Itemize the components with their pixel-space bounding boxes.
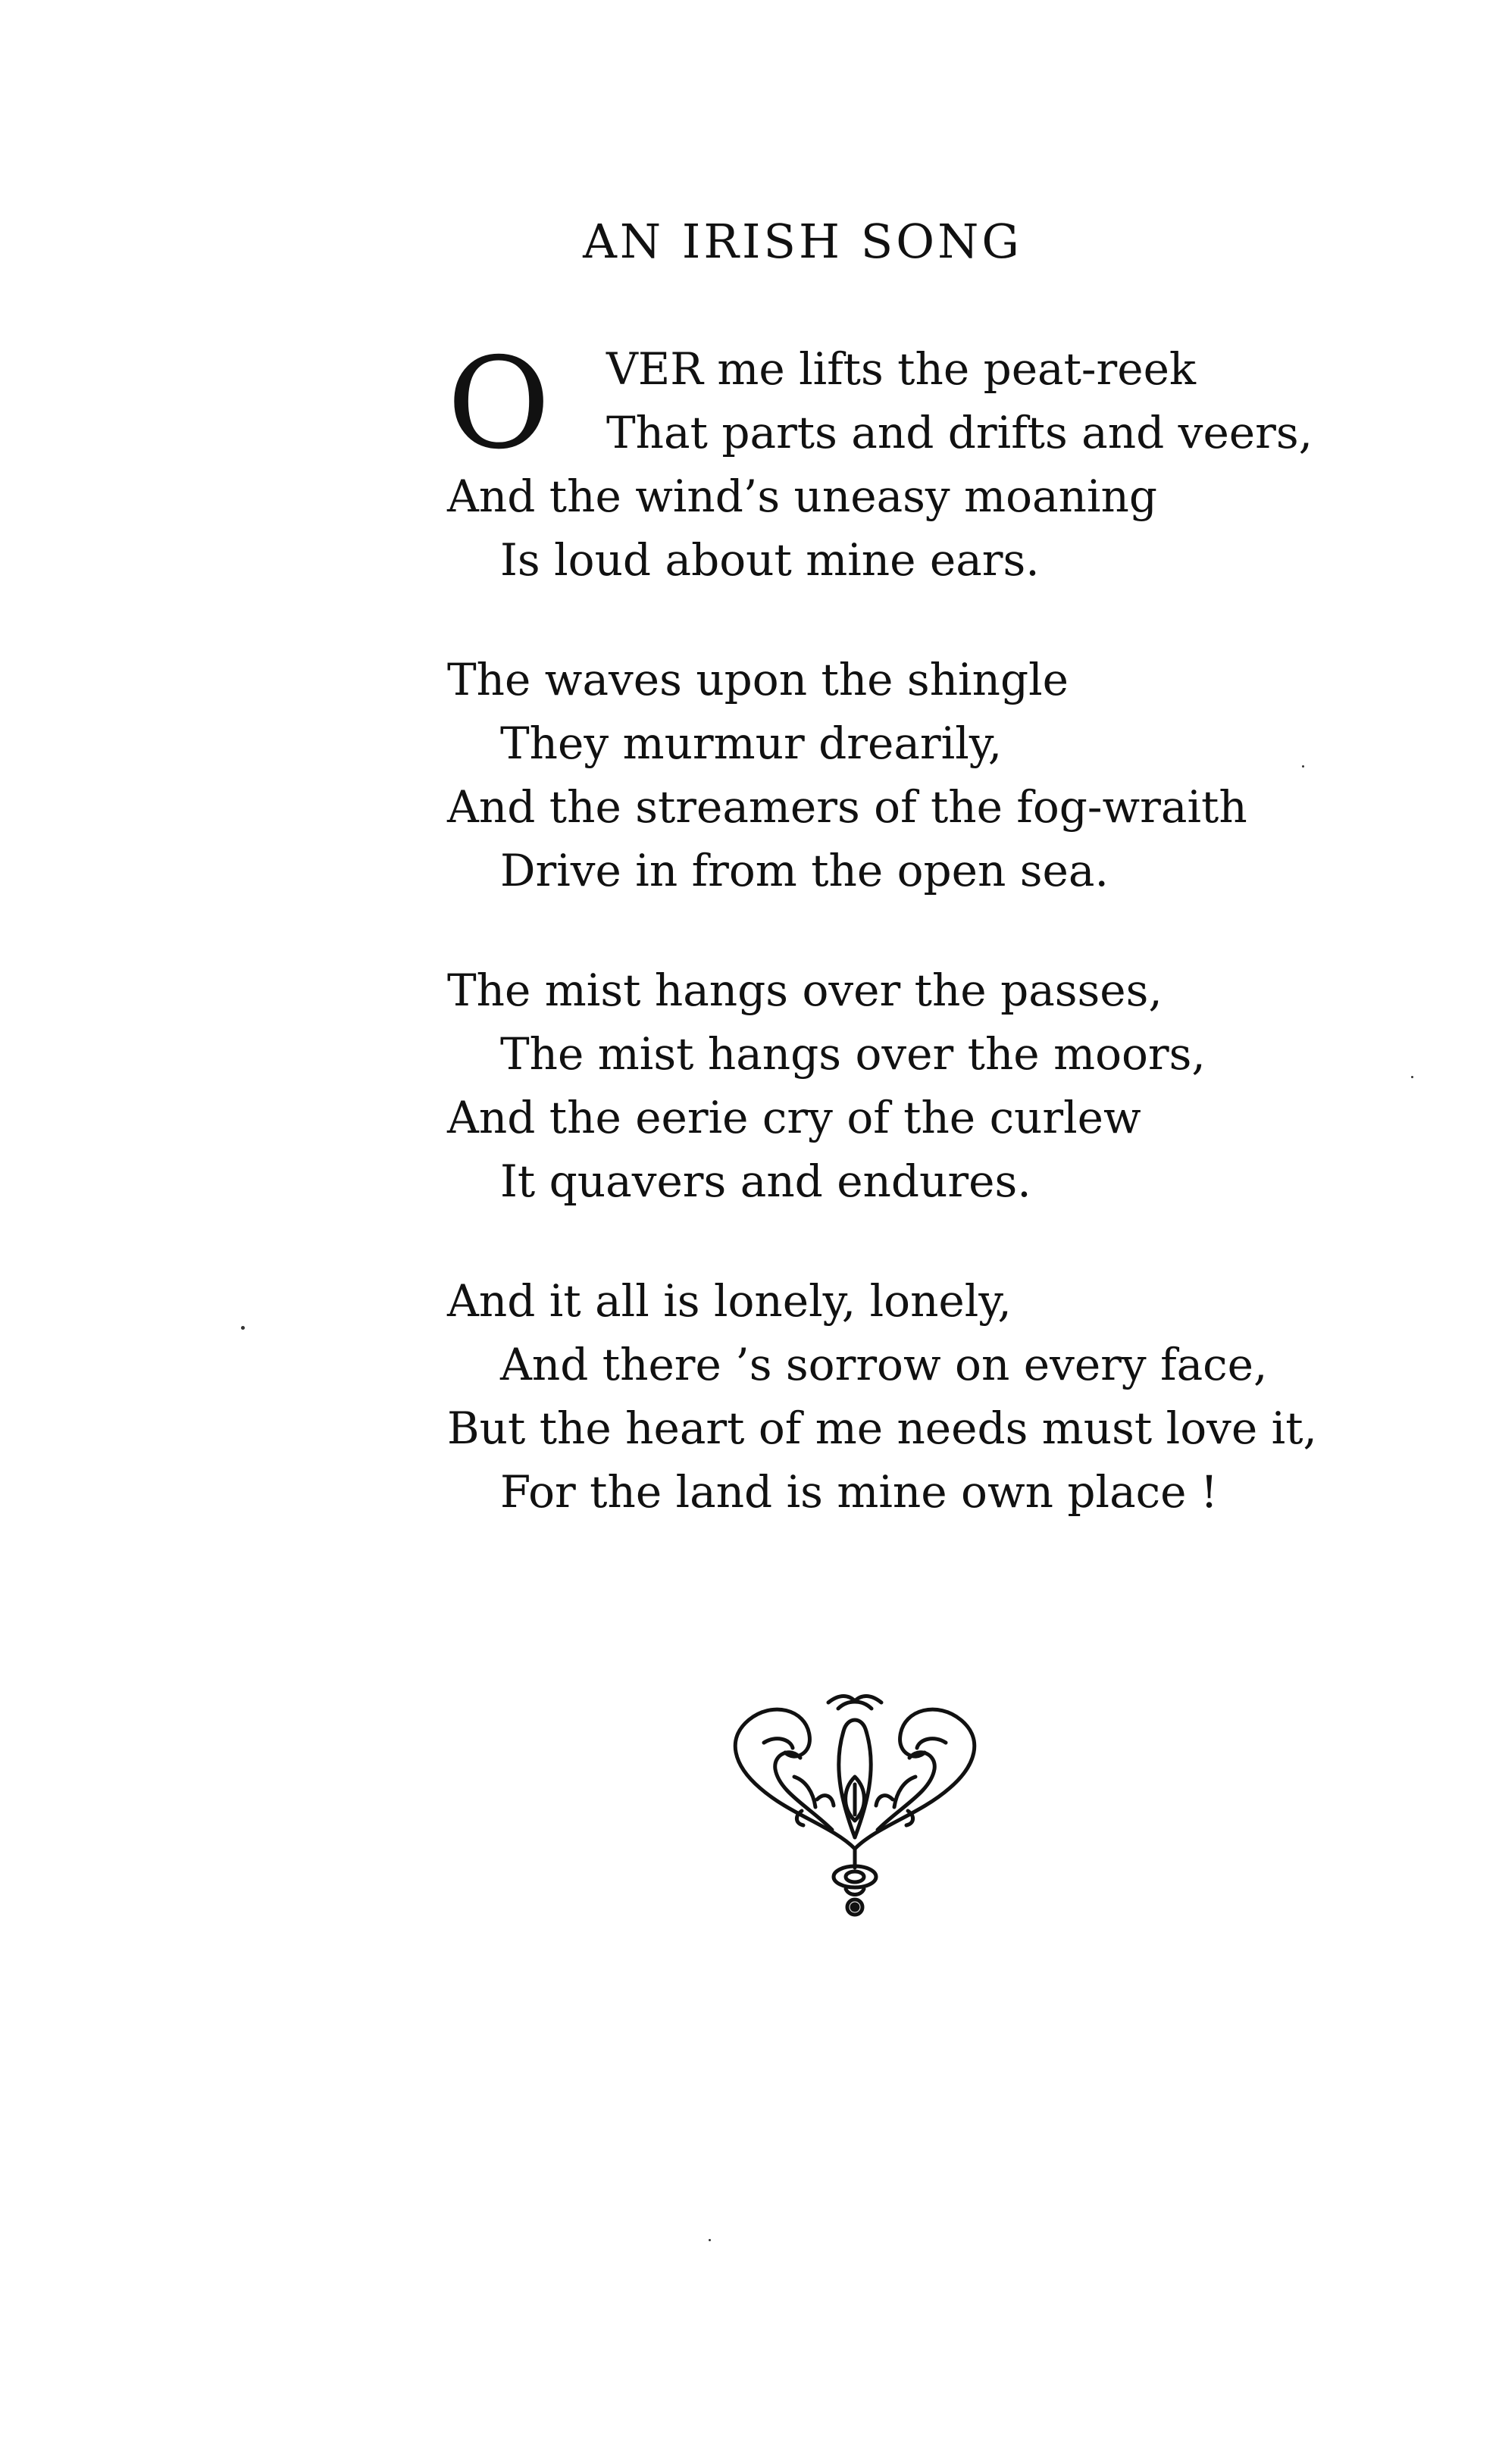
stanza-3-line-1: The mist hangs over the passes, (447, 965, 1163, 1016)
drop-cap: O (447, 331, 551, 477)
stanza-1-line-3: And the wind’s uneasy moaning (447, 471, 1158, 522)
floral-tailpiece-icon (718, 1686, 991, 1936)
stanza-3-line-2: The mist hangs over the moors, (500, 1028, 1206, 1080)
stanza-3-line-4: It quavers and endures. (500, 1155, 1031, 1207)
stanza-1-line-4: Is loud about mine ears. (500, 534, 1040, 586)
line-text: VER me lifts the peat-reek (606, 343, 1197, 395)
stanza-4-line-3: But the heart of me needs must love it, (447, 1402, 1317, 1454)
stanza-3 (447, 958, 1394, 1213)
stanza-3-line-3: And the eerie cry of the curlew (447, 1092, 1141, 1143)
stanza-4-line-1: And it all is lonely, lonely, (447, 1275, 1012, 1327)
paper-speck (709, 2239, 711, 2241)
stanza-4-line-2: And there ’s sorrow on every face, (500, 1339, 1268, 1390)
stanza-2-line-2: They murmur drearily, (500, 718, 1003, 769)
poem-body (447, 331, 1394, 1580)
stanza-2 (447, 648, 1394, 902)
stanza-4 (447, 1269, 1394, 1524)
stanza-2-line-3: And the streamers of the fog-wraith (447, 781, 1247, 833)
stanza-2-line-4: Drive in from the open sea. (500, 845, 1109, 896)
paper-speck (1302, 765, 1304, 768)
stanza-1 (447, 331, 1394, 592)
poem-title: AN IRISH SONG (583, 214, 1022, 269)
stanza-1-line-2: That parts and drifts and veers, (606, 407, 1313, 458)
stanza-2-line-1: The waves upon the shingle (447, 654, 1069, 705)
stanza-4-line-4: For the land is mine own place ! (500, 1466, 1219, 1518)
paper-speck (1411, 1076, 1413, 1078)
paper-speck (241, 1326, 245, 1330)
